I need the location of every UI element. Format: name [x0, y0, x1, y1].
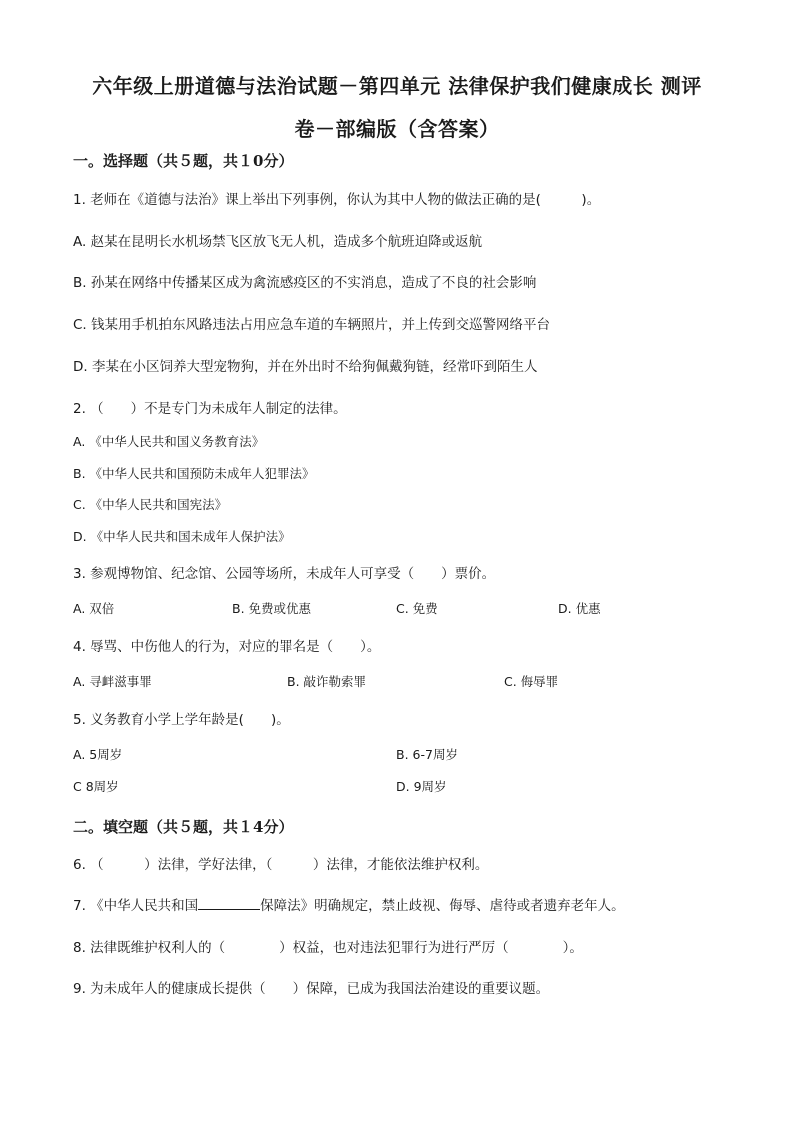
question-8-text: 8. 法律既维护权利人的（ ）权益，也对违法犯罪行为进行严厉（ ）。 [73, 940, 583, 956]
question-3-option-d: D. 优惠 [558, 601, 601, 616]
question-2-stem: 2. （ ）不是专门为未成年人制定的法律。 [73, 401, 347, 417]
question-2-option-b: B. 《中华人民共和国预防未成年人犯罪法》 [73, 466, 315, 481]
question-1-option-c: C. 钱某用手机拍东风路违法占用应急车道的车辆照片，并上传到交巡警网络平台 [73, 317, 551, 333]
question-4-option-c: C. 侮辱罪 [504, 674, 559, 689]
question-2-option-d: D. 《中华人民共和国未成年人保护法》 [73, 529, 291, 544]
question-2-option-c: C. 《中华人民共和国宪法》 [73, 497, 228, 512]
question-5-option-a: A. 5周岁 [73, 747, 123, 762]
question-5-stem: 5. 义务教育小学上学年龄是( )。 [73, 712, 290, 728]
question-4-option-b: B. 敲诈勒索罪 [287, 674, 367, 689]
question-5-option-d: D. 9周岁 [396, 779, 447, 794]
question-1-option-a: A. 赵某在昆明长水机场禁飞区放飞无人机，造成多个航班迫降或返航 [73, 234, 483, 250]
question-7-text-after: 保障法》明确规定，禁止歧视、侮辱、虐待或者遗弃老年人。 [260, 898, 625, 914]
document-title-line-2: 卷－部编版（含答案） [294, 117, 500, 141]
question-9-text: 9. 为未成年人的健康成长提供（ ）保障，已成为我国法治建设的重要议题。 [73, 981, 550, 997]
section-heading-fill-in: 二。填空题（共５题，共１4分） [73, 818, 294, 836]
question-5-option-b: B. 6-7周岁 [396, 747, 458, 762]
question-1-option-d: D. 李某在小区饲养大型宠物狗，并在外出时不给狗佩戴狗链，经常吓到陌生人 [73, 359, 538, 375]
question-3-option-c: C. 免费 [396, 601, 438, 616]
question-4-option-a: A. 寻衅滋事罪 [73, 674, 152, 689]
question-7-text-before: 7. 《中华人民共和国 [73, 898, 199, 914]
question-6-text: 6. （ ）法律，学好法律，（ ）法律，才能依法维护权利。 [73, 857, 489, 873]
question-1-option-b: B. 孙某在网络中传播某区成为禽流感疫区的不实消息，造成了不良的社会影响 [73, 275, 537, 291]
question-1-stem: 1. 老师在《道德与法治》课上举出下列事例，你认为其中人物的做法正确的是( )。 [73, 192, 601, 208]
question-5-option-c: C 8周岁 [73, 779, 119, 794]
question-3-option-a: A. 双倍 [73, 601, 115, 616]
document-title-line-1: 六年级上册道德与法治试题－第四单元 法律保护我们健康成长 测评 [92, 74, 702, 98]
question-7-text [73, 894, 625, 914]
question-2-option-a: A. 《中华人民共和国义务教育法》 [73, 434, 265, 449]
question-3-stem: 3. 参观博物馆、纪念馆、公园等场所，未成年人可享受（ ）票价。 [73, 566, 496, 582]
section-heading-choice: 一。选择题（共５题，共１0分） [73, 152, 294, 170]
question-4-stem: 4. 辱骂、中伤他人的行为，对应的罪名是（ ）。 [73, 639, 381, 655]
question-3-option-b: B. 免费或优惠 [232, 601, 312, 616]
question-7-blank-underline [198, 897, 260, 910]
